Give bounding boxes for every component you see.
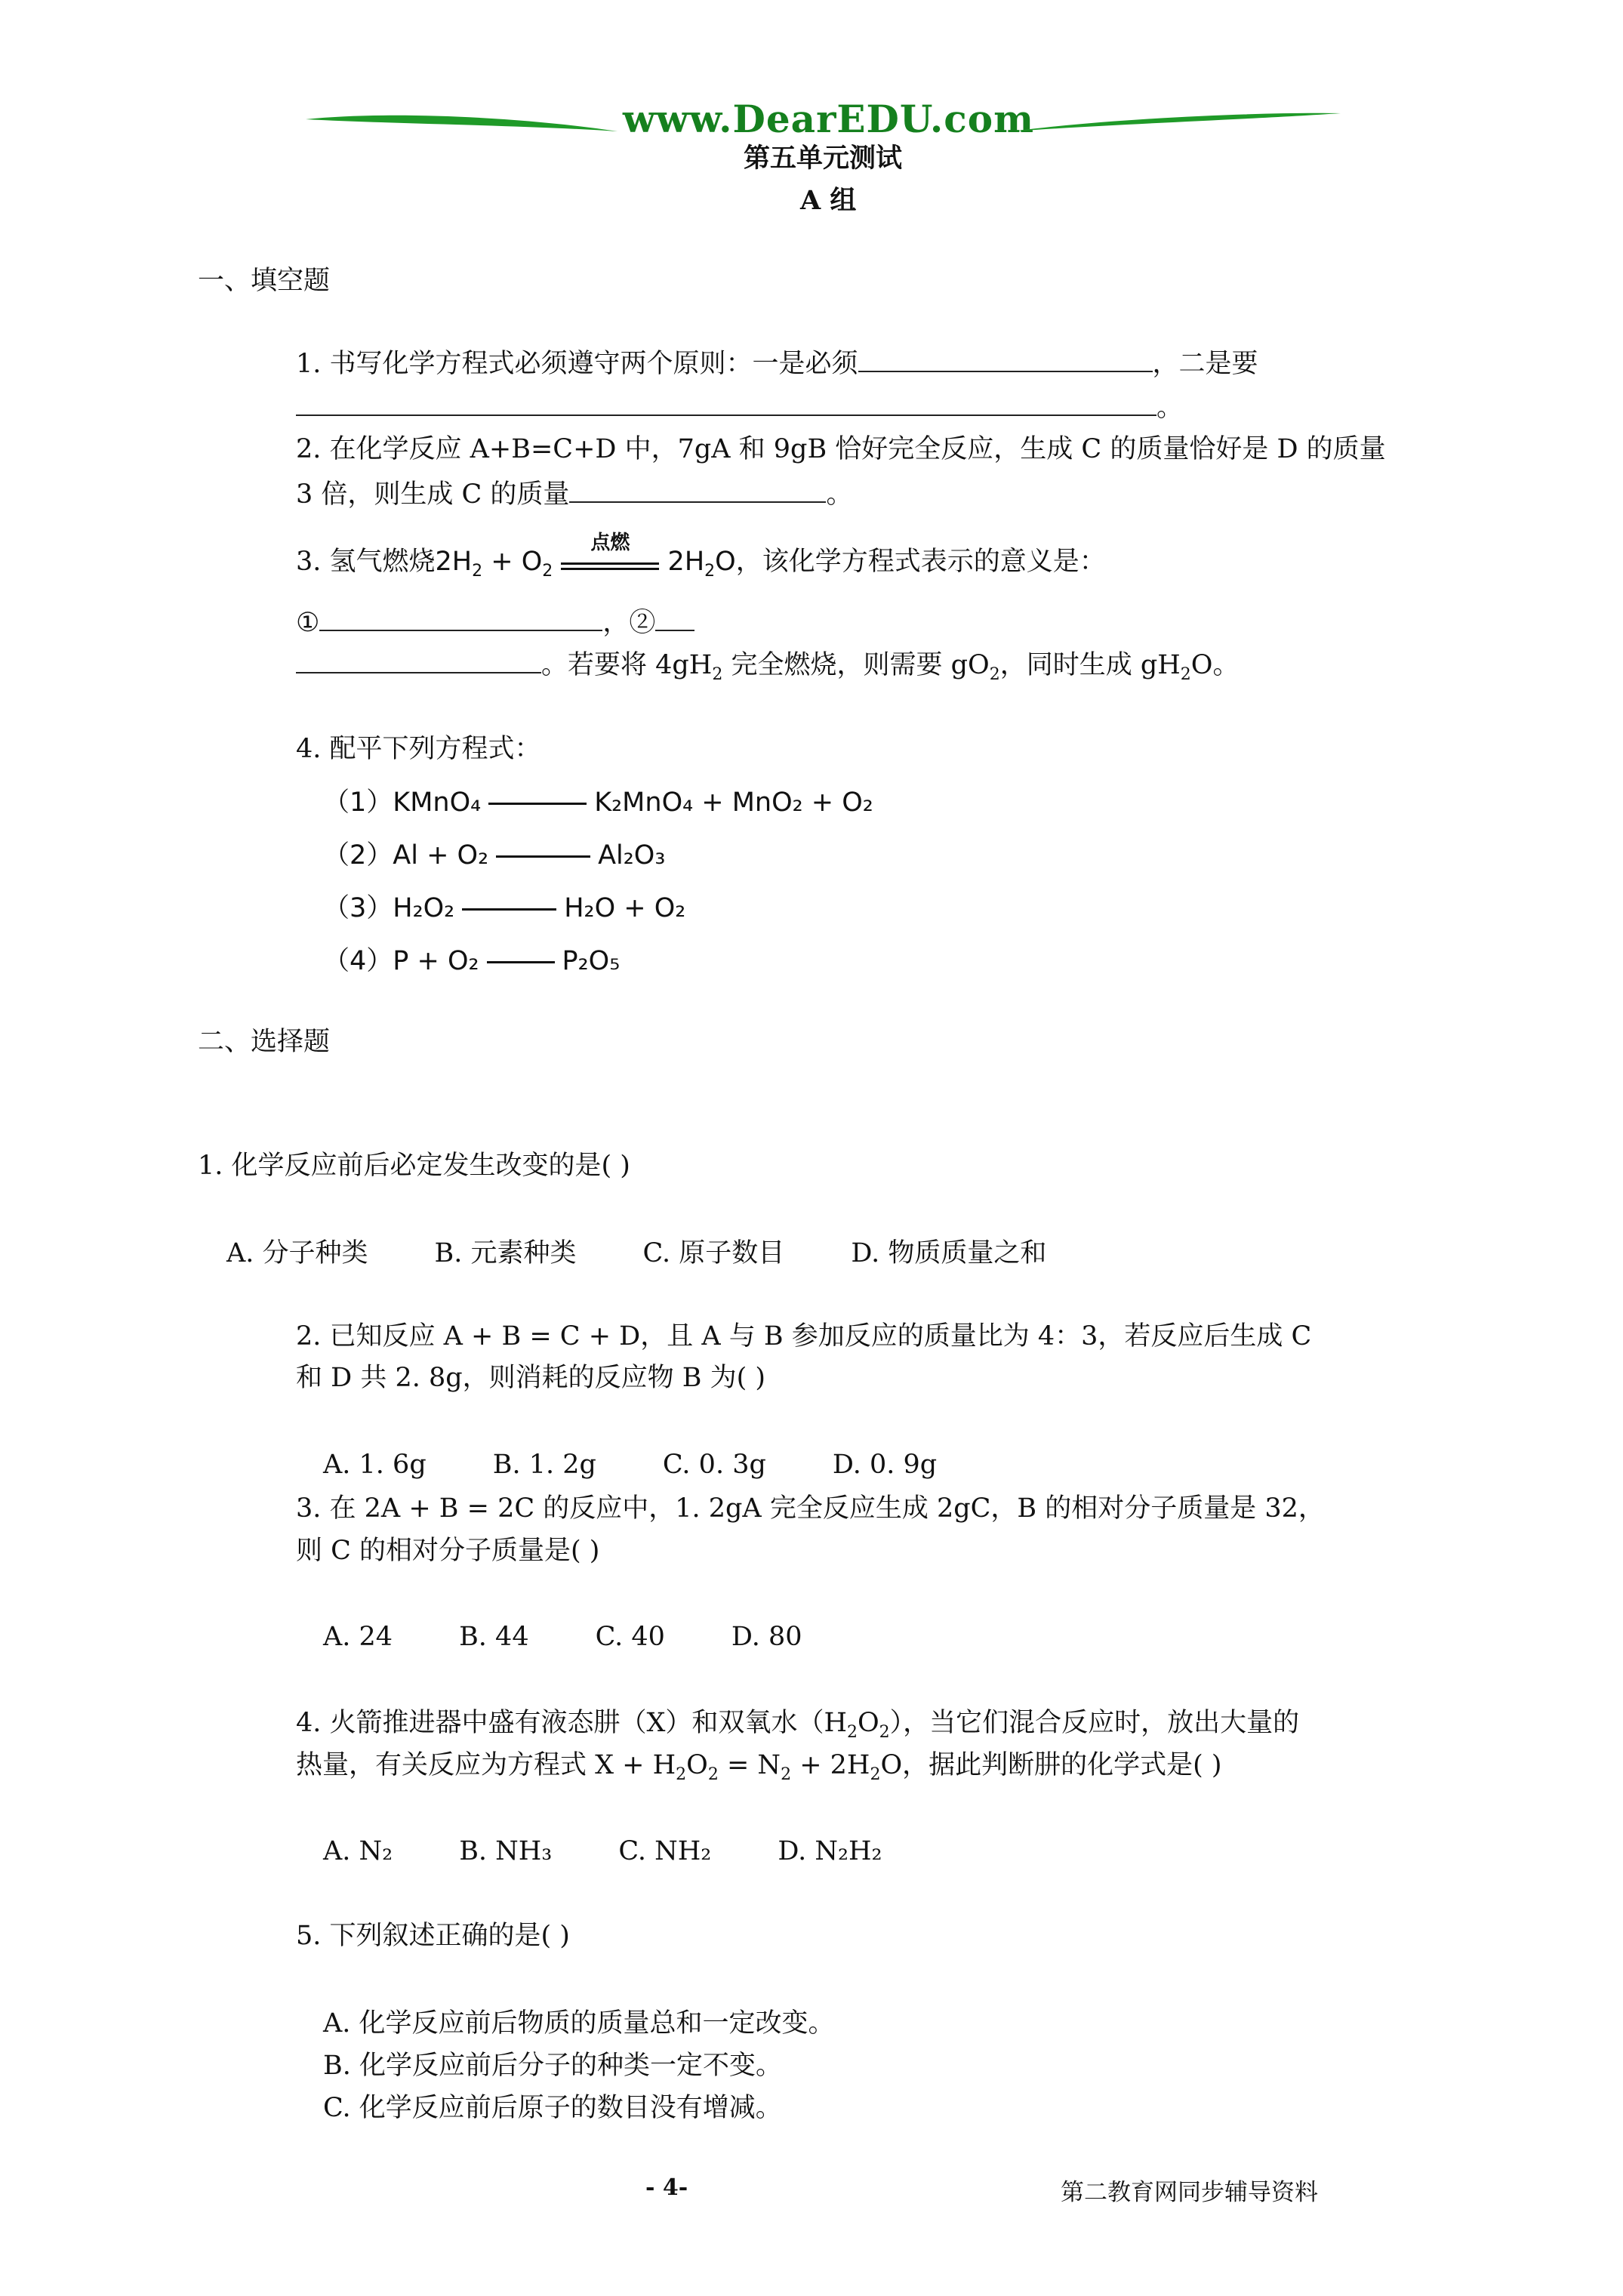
option: B. 元素种类 [434, 1238, 577, 1268]
mc-q5-stem: 5. 下列叙述正确的是( ) [296, 1921, 570, 1951]
option: D. 物质质量之和 [851, 1238, 1047, 1268]
mc-q3-stem-2: 则 C 的相对分子质量是( ) [296, 1536, 600, 1566]
option: B. NH₃ [459, 1836, 553, 1866]
balance-eq-2: （2）Al + O₂ Al₂O₃ [323, 840, 666, 871]
mc-q1-stem: 1. 化学反应前后必定发生改变的是( ) [198, 1151, 630, 1181]
mc-q2-stem: 2. 已知反应 A + B = C + D，且 A 与 B 参加反应的质量比为 4：3，若反应后生成 C [296, 1321, 1312, 1351]
option: A. N₂ [323, 1836, 393, 1866]
q1-fill [296, 345, 1258, 381]
balance-eq-1: （1）KMnO₄ K₂MnO₄ + MnO₂ + O₂ [323, 787, 873, 818]
option: D. 0. 9g [832, 1450, 938, 1480]
swoosh-right-icon [1012, 103, 1344, 140]
footer-source: 第二教育网同步辅导资料 [1061, 2179, 1318, 2206]
mc-q4-stem: 4. 火箭推进器中盛有液态肼（X）和双氧水$(H_2O_2)$，当它们混合反应时，放出大量的 [296, 1708, 1300, 1742]
swoosh-left-icon [302, 103, 619, 140]
q1-text-b: ，二是要 [1152, 349, 1258, 379]
section-heading-fill: 一、填空题 [198, 266, 331, 296]
q2-fill: 2. 在化学反应 A+B=C+D 中，7gA 和 9gB 恰好完全反应，生成 C 的质量恰好是 D 的质量 [296, 434, 1386, 464]
answer-blank [569, 476, 826, 503]
balance-eq-3: （3）H₂O₂ H₂O + O₂ [323, 893, 686, 923]
page-title: 第五单元测试 [744, 143, 903, 174]
option: D. N₂H₂ [778, 1836, 882, 1866]
option: A. 分子种类 [226, 1238, 368, 1268]
option: A. 1. 6g [323, 1450, 427, 1480]
q1-text-a: 1. 书写化学方程式必须遵守两个原则：一是必须 [296, 349, 858, 379]
page-number: - 4- [645, 2174, 688, 2201]
mc-q3-options [323, 1620, 802, 1653]
q3-fill-line2: ① ，② [296, 604, 694, 639]
answer-blank [296, 646, 541, 673]
mc-q3-stem: 3. 在 2A + B = 2C 的反应中，1. 2gA 完全反应生成 2gC，B 的相对分子质量是 32， [296, 1493, 1325, 1524]
option: C. 0. 3g [662, 1450, 766, 1480]
option: B. 1. 2g [492, 1450, 596, 1480]
header-banner [302, 97, 1344, 142]
answer-blank [858, 345, 1153, 372]
reaction-condition: 点燃 [561, 550, 659, 570]
balance-eq-4: （4）P + O₂ P₂O₅ [323, 946, 621, 976]
site-logo: www.DearEDU.com [623, 97, 1035, 141]
q1-fill-line2: 。 [296, 389, 1183, 424]
q3-fill: 3. 氢气燃烧$2H_2 + O_2$ 点燃 $2H_2O$，该化学方程式表示的意义是： [296, 532, 1106, 581]
option: C. NH₂ [618, 1836, 712, 1866]
mc-q2-stem-2: 和 D 共 2. 8g，则消耗的反应物 B 为( ) [296, 1363, 766, 1393]
option: C. 原子数目 [642, 1238, 785, 1268]
answer-blank [296, 389, 1156, 416]
mc-q5-option-c: C. 化学反应前后原子的数目没有增减。 [323, 2093, 782, 2123]
q4-fill: 4. 配平下列方程式： [296, 734, 541, 764]
answer-blank [319, 604, 602, 631]
answer-blank [655, 604, 694, 631]
section-heading-choice: 二、选择题 [198, 1027, 331, 1057]
mc-q4-stem-2: 热量，有关反应为方程式 $X + H_2O_2 = N_2 + 2H_2O$，据此判断肼的化学式是( ) [296, 1750, 1222, 1784]
mc-q1-options [226, 1237, 1046, 1270]
q3-fill-line3: 。若要将 $4gH_2$ 完全燃烧，则需要 $gO_2$，同时生成 $gH_2O$。 [296, 646, 1239, 682]
page-subtitle: A 组 [800, 185, 857, 216]
mc-q5-option-b: B. 化学反应前后分子的种类一定不变。 [323, 2051, 782, 2081]
equation-h2-combustion: $2H_2 + O_2$ 点燃 $2H_2O$ [435, 532, 736, 581]
mc-q5-option-a: A. 化学反应前后物质的质量总和一定改变。 [323, 2008, 835, 2039]
option: C. 40 [595, 1622, 665, 1652]
q2-fill-line2: 3 倍，则生成 C 的质量 。 [296, 476, 852, 511]
option: B. 44 [459, 1622, 529, 1652]
option: D. 80 [731, 1622, 802, 1652]
option: A. 24 [323, 1622, 393, 1652]
mc-q2-options [323, 1448, 937, 1481]
mc-q4-options [323, 1835, 882, 1868]
